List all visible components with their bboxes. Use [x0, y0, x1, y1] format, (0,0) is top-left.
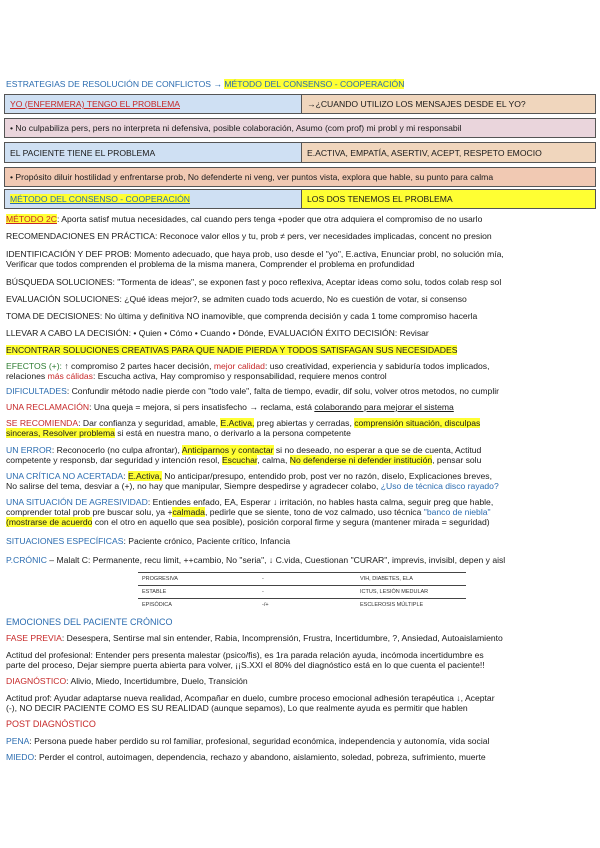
identificacion-line-1: IDENTIFICACIÓN Y DEF PROB: Momento adecuado, que haya prob, uso desde el "yo", E.activa, Enunciar probl, no solución mía, — [6, 249, 504, 259]
table-row-right: ESCLEROSIS MÚLTIPLE — [360, 602, 424, 608]
box-row-3-left: EL PACIENTE TIENE EL PROBLEMA — [10, 147, 156, 158]
se-recomienda-line-1: SE RECOMIENDA: Dar confianza y seguridad, amable, E.Activa, preg abiertas y cerradas, comprensión situación, disculpas — [6, 418, 481, 428]
section-title: ESTRATEGIAS DE RESOLUCIÓN DE CONFLICTOS → MÉTODO DEL CONSENSO - COOPERACIÓN — [6, 79, 405, 89]
actitud-prof-line-1: Actitud prof: Ayudar adaptarse nueva realidad, Acompañar en duelo, cumbre proceso emocional adhesión terapéutica ↓, Aceptar — [6, 693, 495, 703]
pena-line: PENA: Persona puede haber perdido su rol familiar, profesional, seguridad económica, independencia y autonomía, vida social — [6, 736, 490, 746]
error-line-2: competente y responsb, dar seguridad y intención resol, Escuchar, calma, No defenderse ni defender institución, pensar solu — [6, 455, 482, 465]
actitud-prof-line-2: (-), NO DECIR PACIENTE COMO ES SU REALIDAD (aunque sepamos), Lo que realmente ayuda es permitir que hablen — [6, 703, 468, 713]
actitud-profesional-line-2: parte del proceso, Dejar siempre puerta abierta para volver, ¡¡S.XXI el 80% del diagnóstico está en lo que cuenta el paciente!! — [6, 660, 485, 670]
agresividad-line-1: UNA SITUACIÓN DE AGRESIVIDAD: Entiendes enfado, EA, Esperar ↓ irritación, no hables hasta calma, seguir preg que hable, — [6, 497, 494, 507]
box-row-2 — [4, 118, 596, 138]
table-row-left: PROGRESIVA — [142, 576, 178, 582]
diagnostico-line: DIAGNÓSTICO: Alivio, Miedo, Incertidumbre, Duelo, Transición — [6, 676, 248, 686]
box-row-1-left: YO (ENFERMERA) TENGO EL PROBLEMA — [10, 99, 180, 109]
recomendaciones-line: RECOMENDACIONES EN PRÁCTICA: Reconoce valor ellos y tu, prob ≠ pers, ver necesidades implicadas, concent no presion — [6, 231, 492, 241]
fase-previa-line: FASE PREVIA: Desespera, Sentirse mal sin entender, Rabia, Incomprensión, Frustra, Incertidumbre, ?, Ansiedad, Autoaislamiento — [6, 633, 503, 643]
critica-line-2: No salirse del tema, desviar a (+), no hay que manipular, Siempre despedirse y agradecer colabo, ¿Uso de técnica disco rayado? — [6, 481, 499, 491]
critica-line-1: UNA CRÍTICA NO ACERTADA: E.Activa, No anticipar/presupo, entendido prob, post ver no razón, diselo, Explicaciones breves, — [6, 471, 492, 481]
efectos-line-1: EFECTOS (+): ↑ compromiso 2 partes hacer decisión, mejor calidad: uso creatividad, experiencia y sabiduría todos implicados, — [6, 361, 490, 371]
box-row-5-right: LOS DOS TENEMOS EL PROBLEMA — [307, 194, 453, 204]
metodo-2c-line: MÉTODO 2C: Aporta satisf mutua necesidades, cal cuando pers tenga +poder que otra adquiera el compromiso de no usarlo — [6, 214, 483, 224]
box-row-5 — [4, 189, 596, 209]
table-row-mid: - — [262, 576, 264, 582]
error-line-1: UN ERROR: Reconocerlo (no culpa afrontar), Anticiparnos y contactar si no deseado, no esperar a que se de cuenta, Actitud — [6, 445, 482, 455]
identificacion-line-2: Verificar que todos comprenden el problema de la misma manera, Comprender el problema en profundidad — [6, 259, 415, 269]
table-row-left: EPISÓDICA — [142, 602, 172, 608]
title-highlight: MÉTODO DEL CONSENSO - COOPERACIÓN — [224, 79, 405, 89]
miedo-line: MIEDO: Perder el control, autoimagen, dependencia, rechazo y abandono, aislamiento, soledad, pobreza, sufrimiento, muerte — [6, 752, 486, 762]
table-row-right: VIH, DIABETES, ELA — [360, 576, 413, 582]
situaciones-line: SITUACIONES ESPECÍFICAS: Paciente crónico, Paciente crítico, Infancia — [6, 536, 291, 546]
box-row-3 — [4, 142, 596, 163]
efectos-line-2: relaciones más cálidas: Escucha activa, Hay compromiso y responsabilidad, requiere menos control — [6, 371, 387, 381]
box-row-5-left: MÉTODO DEL CONSENSO - COOPERACIÓN — [10, 194, 191, 204]
reclamacion-line: UNA RECLAMACIÓN: Una queja = mejora, si pers insatisfecho → reclama, está colaborando para mejorar el sistema — [6, 402, 454, 412]
paciente-cronico-line: P.CRÓNIC – Malalt C: Permanente, recu limit, ++cambio, No "seria", ↓ C.vida, Cuestionan "CURAR", imprevis, invisibl, depen y aisl — [6, 555, 506, 565]
se-recomienda-line-2: sinceras, Resolver problema si está en nuestra mano, o derivarlo a la persona competente — [6, 428, 351, 438]
dificultades-line: DIFICULTADES: Confundir método nadie pierde con "todo vale", falta de tiempo, evadir, dif solu, volver otros metodos, no cumplir — [6, 386, 500, 396]
busqueda-line: BÚSQUEDA SOLUCIONES: "Tormenta de ideas", se exponen fast y poco reflexiva, Aceptar ideas como solu, todos colab resp sol — [6, 277, 502, 287]
box-row-2-text: • No culpabiliza pers, pers no interpreta ni defensiva, posible colaboración, Asumo (com prof) mi probl y mi responsabil — [10, 123, 462, 133]
box-row-1-right: →¿CUANDO UTILIZO LOS MENSAJES DESDE EL YO? — [307, 99, 526, 109]
table-row-left: ESTABLE — [142, 589, 167, 595]
llevar-a-cabo-line: LLEVAR A CABO LA DECISIÓN: • Quien • Cómo • Cuando • Dónde, EVALUACIÓN ÉXITO DECISIÓN: Revisar — [6, 328, 429, 338]
agresividad-line-2: comprender total prob pre buscar solu, ya +calmada, pedirle que se siente, tono de voz calmado, uso técnica "banco de niebla" — [6, 507, 491, 517]
encontrar-soluciones-line: ENCONTRAR SOLUCIONES CREATIVAS PARA QUE NADIE PIERDA Y TODOS SATISFAGAN SUS NECESIDADES — [6, 345, 458, 355]
box-row-3-right: E.ACTIVA, EMPATÍA, ASERTIV, ACEPT, RESPETO EMOCIO — [307, 147, 542, 158]
table-row-mid: - — [262, 589, 264, 595]
actitud-profesional-line-1: Actitud del profesional: Entender pers presenta malestar (psico/fis), es 1ra parada relación ayuda, incómoda incertidumbre es — [6, 650, 484, 660]
table-row-mid: -/+ — [262, 602, 269, 608]
box-row-1 — [4, 94, 596, 114]
evaluacion-line: EVALUACIÓN SOLUCIONES: ¿Qué ideas mejor?, se admiten cuado tods acuerdo, No es cuestión de votar, si consenso — [6, 294, 467, 304]
emociones-title: EMOCIONES DEL PACIENTE CRÓNICO — [6, 617, 173, 627]
table-row-right: ICTUS, LESIÓN MEDULAR — [360, 589, 429, 595]
box-row-4 — [4, 167, 596, 187]
post-diagnostico-title: POST DIAGNÓSTICO — [6, 719, 96, 729]
agresividad-line-3: (mostrarse de acuerdo con el otro en aquello que sea posible), posición corporal firme y segura (mantener mirada = seguridad) — [6, 517, 490, 527]
box-row-4-text: • Propósito diluir hostilidad y enfrentarse prob, No defenderte ni veng, ver puntos vista, explora que hable, su punto para calma — [10, 172, 494, 182]
toma-decisiones-line: TOMA DE DECISIONES: No última y definitiva NO inamovible, que comprenda decisión y cada 1 tome compromiso hacerla — [6, 311, 478, 321]
